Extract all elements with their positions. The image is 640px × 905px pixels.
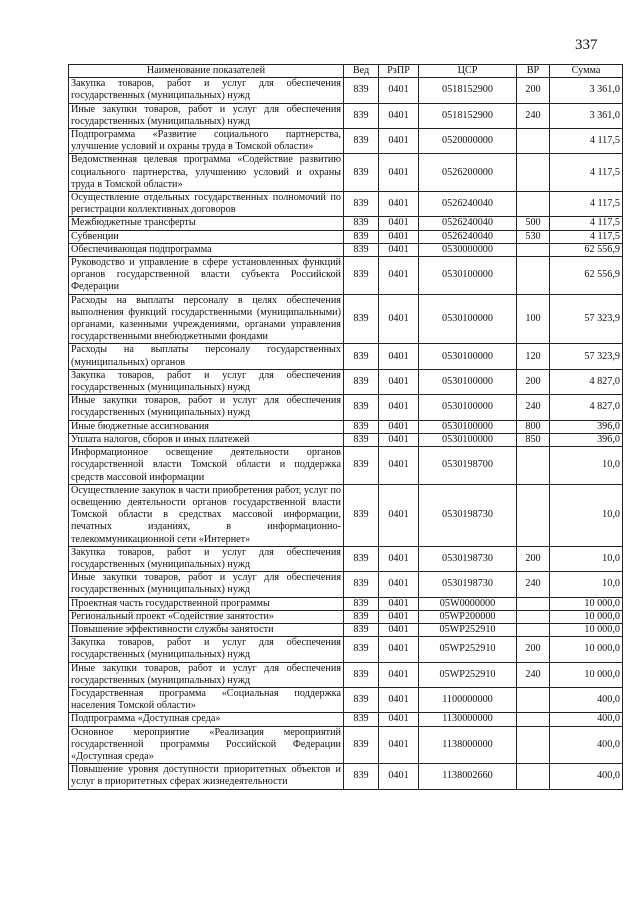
cell-vr: 200 bbox=[517, 78, 550, 103]
cell-csr: 0530100000 bbox=[419, 344, 517, 369]
cell-ved: 839 bbox=[344, 344, 379, 369]
cell-csr: 1100000000 bbox=[419, 687, 517, 712]
cell-name: Повышение уровня доступности приоритетных объектов и услуг в приоритетных сферах жизнедеятельности bbox=[69, 764, 344, 789]
table-row bbox=[69, 687, 623, 712]
cell-csr: 0530100000 bbox=[419, 294, 517, 344]
cell-vr bbox=[517, 726, 550, 764]
cell-rzpr: 0401 bbox=[379, 369, 419, 394]
cell-ved: 839 bbox=[344, 395, 379, 420]
cell-rzpr: 0401 bbox=[379, 726, 419, 764]
table-row bbox=[69, 395, 623, 420]
table-row bbox=[69, 230, 623, 243]
cell-ved: 839 bbox=[344, 129, 379, 154]
cell-vr bbox=[517, 623, 550, 636]
cell-name: Повышение эффективности службы занятости bbox=[69, 623, 344, 636]
cell-sum: 10 000,0 bbox=[550, 662, 623, 687]
cell-ved: 839 bbox=[344, 154, 379, 192]
cell-csr: 0518152900 bbox=[419, 103, 517, 128]
cell-sum: 4 117,5 bbox=[550, 129, 623, 154]
cell-ved: 839 bbox=[344, 572, 379, 597]
cell-sum: 4 117,5 bbox=[550, 192, 623, 217]
cell-name: Закупка товаров, работ и услуг для обеспечения государственных (муниципальных) нужд bbox=[69, 637, 344, 662]
cell-name: Иные закупки товаров, работ и услуг для обеспечения государственных (муниципальных) нужд bbox=[69, 572, 344, 597]
cell-rzpr: 0401 bbox=[379, 294, 419, 344]
cell-name: Закупка товаров, работ и услуг для обеспечения государственных (муниципальных) нужд bbox=[69, 78, 344, 103]
cell-csr: 0526200000 bbox=[419, 154, 517, 192]
cell-rzpr: 0401 bbox=[379, 687, 419, 712]
table-row bbox=[69, 103, 623, 128]
table-header-row bbox=[69, 65, 623, 78]
table-row bbox=[69, 344, 623, 369]
cell-csr: 05WP252910 bbox=[419, 662, 517, 687]
cell-ved: 839 bbox=[344, 78, 379, 103]
cell-csr: 0526240040 bbox=[419, 192, 517, 217]
cell-ved: 839 bbox=[344, 610, 379, 623]
cell-ved: 839 bbox=[344, 623, 379, 636]
cell-name: Руководство и управление в сфере установленных функций органов государственной власти субъекта Российской Федерации bbox=[69, 257, 344, 295]
cell-csr: 0530100000 bbox=[419, 420, 517, 433]
header-ved: Вед bbox=[344, 65, 379, 78]
cell-csr: 05WP252910 bbox=[419, 623, 517, 636]
cell-rzpr: 0401 bbox=[379, 103, 419, 128]
cell-vr bbox=[517, 484, 550, 546]
table-row bbox=[69, 764, 623, 789]
cell-vr bbox=[517, 764, 550, 789]
cell-name: Уплата налогов, сборов и иных платежей bbox=[69, 433, 344, 446]
cell-csr: 05WP200000 bbox=[419, 610, 517, 623]
cell-sum: 4 117,5 bbox=[550, 230, 623, 243]
cell-name: Подпрограмма «Развитие социального партнерства, улучшение условий и охраны труда в Томской области» bbox=[69, 129, 344, 154]
cell-ved: 839 bbox=[344, 294, 379, 344]
cell-vr: 850 bbox=[517, 433, 550, 446]
cell-name: Иные закупки товаров, работ и услуг для обеспечения государственных (муниципальных) нужд bbox=[69, 395, 344, 420]
cell-vr bbox=[517, 154, 550, 192]
cell-sum: 10 000,0 bbox=[550, 597, 623, 610]
cell-vr: 240 bbox=[517, 103, 550, 128]
cell-rzpr: 0401 bbox=[379, 243, 419, 256]
cell-csr: 05W0000000 bbox=[419, 597, 517, 610]
cell-ved: 839 bbox=[344, 726, 379, 764]
cell-rzpr: 0401 bbox=[379, 713, 419, 726]
cell-vr bbox=[517, 597, 550, 610]
table-row bbox=[69, 420, 623, 433]
cell-name: Государственная программа «Социальная поддержка населения Томской области» bbox=[69, 687, 344, 712]
cell-ved: 839 bbox=[344, 546, 379, 571]
table-body bbox=[69, 78, 623, 789]
table-row bbox=[69, 610, 623, 623]
table-row bbox=[69, 154, 623, 192]
cell-vr bbox=[517, 192, 550, 217]
cell-csr: 0530100000 bbox=[419, 395, 517, 420]
cell-name: Региональный проект «Содействие занятости» bbox=[69, 610, 344, 623]
cell-sum: 400,0 bbox=[550, 726, 623, 764]
table-row bbox=[69, 726, 623, 764]
cell-name: Иные закупки товаров, работ и услуг для обеспечения государственных (муниципальных) нужд bbox=[69, 662, 344, 687]
table-row bbox=[69, 78, 623, 103]
cell-ved: 839 bbox=[344, 230, 379, 243]
table-row bbox=[69, 713, 623, 726]
cell-rzpr: 0401 bbox=[379, 610, 419, 623]
cell-sum: 4 827,0 bbox=[550, 369, 623, 394]
cell-sum: 10 000,0 bbox=[550, 623, 623, 636]
cell-vr bbox=[517, 610, 550, 623]
header-vr: ВР bbox=[517, 65, 550, 78]
cell-sum: 10,0 bbox=[550, 447, 623, 485]
cell-name: Закупка товаров, работ и услуг для обеспечения государственных (муниципальных) нужд bbox=[69, 369, 344, 394]
cell-vr: 530 bbox=[517, 230, 550, 243]
cell-name: Межбюджетные трансферты bbox=[69, 217, 344, 230]
cell-sum: 400,0 bbox=[550, 687, 623, 712]
cell-vr: 240 bbox=[517, 572, 550, 597]
table-row bbox=[69, 129, 623, 154]
cell-vr: 200 bbox=[517, 637, 550, 662]
cell-name: Осуществление закупок в части приобретения работ, услуг по освещению деятельности органов государственной власти Томской области в средствах массовой информации, печатных изданиях, в информационно-телекоммуникационной сети «Интернет» bbox=[69, 484, 344, 546]
cell-name: Расходы на выплаты персоналу в целях обеспечения выполнения функций государственными (муниципальными) органами, казенными учреждениями, органами управления государственными внебюджетными фондами bbox=[69, 294, 344, 344]
cell-rzpr: 0401 bbox=[379, 344, 419, 369]
cell-vr bbox=[517, 713, 550, 726]
cell-csr: 1130000000 bbox=[419, 713, 517, 726]
cell-name: Обеспечивающая подпрограмма bbox=[69, 243, 344, 256]
cell-rzpr: 0401 bbox=[379, 420, 419, 433]
cell-rzpr: 0401 bbox=[379, 395, 419, 420]
cell-csr: 0526240040 bbox=[419, 217, 517, 230]
cell-rzpr: 0401 bbox=[379, 78, 419, 103]
cell-sum: 10,0 bbox=[550, 546, 623, 571]
cell-csr: 0530100000 bbox=[419, 369, 517, 394]
cell-sum: 10 000,0 bbox=[550, 610, 623, 623]
cell-name: Основное мероприятие «Реализация мероприятий государственной программы Российской Федерации «Доступная среда» bbox=[69, 726, 344, 764]
cell-csr: 1138002660 bbox=[419, 764, 517, 789]
cell-vr bbox=[517, 687, 550, 712]
cell-name: Осуществление отдельных государственных полномочий по регистрации коллективных договоров bbox=[69, 192, 344, 217]
cell-vr bbox=[517, 243, 550, 256]
cell-csr: 0530100000 bbox=[419, 257, 517, 295]
table-row bbox=[69, 484, 623, 546]
cell-sum: 3 361,0 bbox=[550, 78, 623, 103]
cell-rzpr: 0401 bbox=[379, 637, 419, 662]
table-row bbox=[69, 294, 623, 344]
cell-name: Проектная часть государственной программы bbox=[69, 597, 344, 610]
cell-name: Ведомственная целевая программа «Содействие развитию социального партнерства, улучшению условий и охраны труда в Томской области» bbox=[69, 154, 344, 192]
table-row bbox=[69, 546, 623, 571]
table-row bbox=[69, 572, 623, 597]
cell-ved: 839 bbox=[344, 662, 379, 687]
cell-ved: 839 bbox=[344, 447, 379, 485]
cell-ved: 839 bbox=[344, 192, 379, 217]
cell-vr: 100 bbox=[517, 294, 550, 344]
cell-ved: 839 bbox=[344, 369, 379, 394]
cell-rzpr: 0401 bbox=[379, 572, 419, 597]
cell-sum: 4 117,5 bbox=[550, 154, 623, 192]
cell-ved: 839 bbox=[344, 433, 379, 446]
cell-sum: 400,0 bbox=[550, 764, 623, 789]
cell-ved: 839 bbox=[344, 103, 379, 128]
cell-sum: 400,0 bbox=[550, 713, 623, 726]
cell-sum: 396,0 bbox=[550, 420, 623, 433]
cell-ved: 839 bbox=[344, 257, 379, 295]
cell-rzpr: 0401 bbox=[379, 192, 419, 217]
cell-rzpr: 0401 bbox=[379, 447, 419, 485]
cell-vr: 240 bbox=[517, 395, 550, 420]
cell-name: Подпрограмма «Доступная среда» bbox=[69, 713, 344, 726]
header-sum: Сумма bbox=[550, 65, 623, 78]
cell-csr: 0530198700 bbox=[419, 447, 517, 485]
cell-name: Иные закупки товаров, работ и услуг для обеспечения государственных (муниципальных) нужд bbox=[69, 103, 344, 128]
cell-ved: 839 bbox=[344, 637, 379, 662]
cell-csr: 0518152900 bbox=[419, 78, 517, 103]
cell-csr: 0526240040 bbox=[419, 230, 517, 243]
cell-ved: 839 bbox=[344, 687, 379, 712]
cell-sum: 62 556,9 bbox=[550, 243, 623, 256]
page-number: 337 bbox=[575, 37, 598, 53]
cell-csr: 05WP252910 bbox=[419, 637, 517, 662]
cell-rzpr: 0401 bbox=[379, 129, 419, 154]
header-csr: ЦСР bbox=[419, 65, 517, 78]
cell-rzpr: 0401 bbox=[379, 484, 419, 546]
table-row bbox=[69, 637, 623, 662]
cell-rzpr: 0401 bbox=[379, 433, 419, 446]
cell-name: Субвенции bbox=[69, 230, 344, 243]
cell-csr: 0530198730 bbox=[419, 484, 517, 546]
table-row bbox=[69, 662, 623, 687]
cell-sum: 4 117,5 bbox=[550, 217, 623, 230]
cell-sum: 396,0 bbox=[550, 433, 623, 446]
cell-rzpr: 0401 bbox=[379, 257, 419, 295]
cell-vr: 200 bbox=[517, 546, 550, 571]
cell-ved: 839 bbox=[344, 764, 379, 789]
cell-vr: 800 bbox=[517, 420, 550, 433]
cell-vr: 200 bbox=[517, 369, 550, 394]
cell-csr: 0530198730 bbox=[419, 572, 517, 597]
cell-rzpr: 0401 bbox=[379, 154, 419, 192]
table-row bbox=[69, 447, 623, 485]
table-row bbox=[69, 192, 623, 217]
cell-rzpr: 0401 bbox=[379, 764, 419, 789]
cell-csr: 0520000000 bbox=[419, 129, 517, 154]
cell-sum: 10,0 bbox=[550, 484, 623, 546]
cell-rzpr: 0401 bbox=[379, 597, 419, 610]
cell-sum: 62 556,9 bbox=[550, 257, 623, 295]
cell-vr: 500 bbox=[517, 217, 550, 230]
cell-ved: 839 bbox=[344, 420, 379, 433]
table-row bbox=[69, 597, 623, 610]
cell-vr: 120 bbox=[517, 344, 550, 369]
table-row bbox=[69, 257, 623, 295]
cell-vr bbox=[517, 447, 550, 485]
cell-sum: 57 323,9 bbox=[550, 344, 623, 369]
cell-csr: 0530198730 bbox=[419, 546, 517, 571]
cell-sum: 10 000,0 bbox=[550, 637, 623, 662]
cell-sum: 57 323,9 bbox=[550, 294, 623, 344]
table-row bbox=[69, 217, 623, 230]
cell-rzpr: 0401 bbox=[379, 623, 419, 636]
cell-ved: 839 bbox=[344, 713, 379, 726]
cell-sum: 3 361,0 bbox=[550, 103, 623, 128]
cell-vr bbox=[517, 257, 550, 295]
cell-rzpr: 0401 bbox=[379, 230, 419, 243]
table-row bbox=[69, 623, 623, 636]
cell-ved: 839 bbox=[344, 243, 379, 256]
cell-sum: 10,0 bbox=[550, 572, 623, 597]
cell-ved: 839 bbox=[344, 484, 379, 546]
table-row bbox=[69, 433, 623, 446]
cell-csr: 0530100000 bbox=[419, 433, 517, 446]
cell-vr: 240 bbox=[517, 662, 550, 687]
budget-table bbox=[68, 64, 623, 790]
cell-ved: 839 bbox=[344, 597, 379, 610]
cell-rzpr: 0401 bbox=[379, 217, 419, 230]
cell-rzpr: 0401 bbox=[379, 662, 419, 687]
cell-name: Информационное освещение деятельности органов государственной власти Томской области и поддержка средств массовой информации bbox=[69, 447, 344, 485]
cell-ved: 839 bbox=[344, 217, 379, 230]
cell-name: Иные бюджетные ассигнования bbox=[69, 420, 344, 433]
cell-sum: 4 827,0 bbox=[550, 395, 623, 420]
cell-name: Расходы на выплаты персоналу государственных (муниципальных) органов bbox=[69, 344, 344, 369]
header-name: Наименование показателей bbox=[69, 65, 344, 78]
cell-rzpr: 0401 bbox=[379, 546, 419, 571]
table-row bbox=[69, 369, 623, 394]
cell-csr: 1138000000 bbox=[419, 726, 517, 764]
header-rzpr: РзПР bbox=[379, 65, 419, 78]
cell-name: Закупка товаров, работ и услуг для обеспечения государственных (муниципальных) нужд bbox=[69, 546, 344, 571]
cell-vr bbox=[517, 129, 550, 154]
table-row bbox=[69, 243, 623, 256]
cell-csr: 0530000000 bbox=[419, 243, 517, 256]
